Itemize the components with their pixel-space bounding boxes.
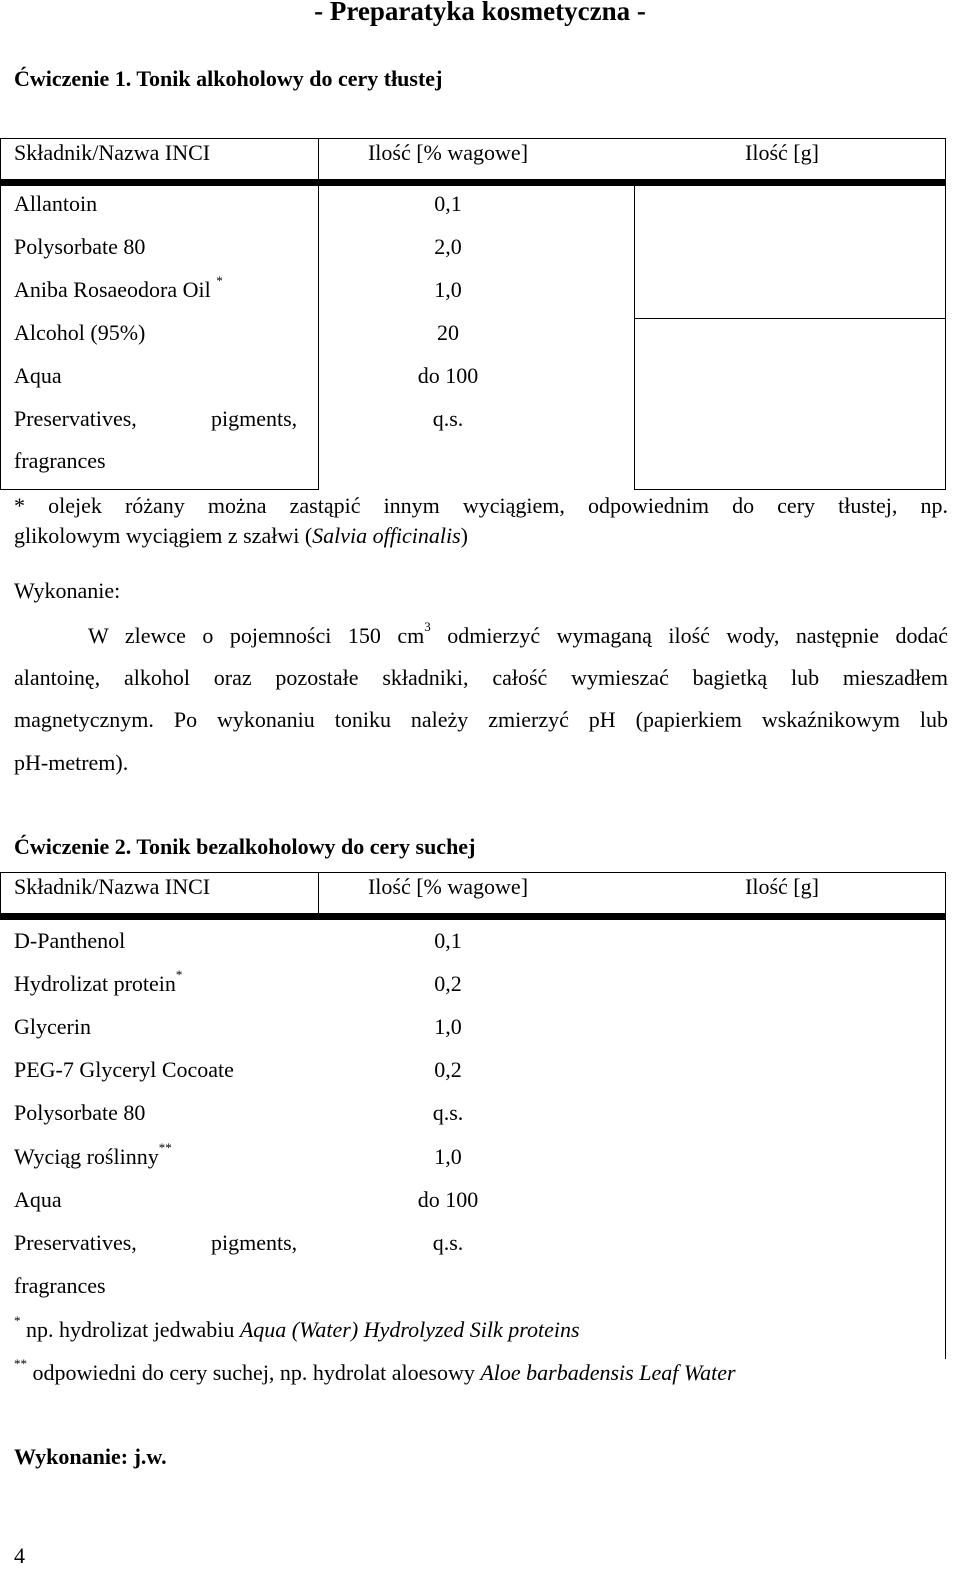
table-row-ingredient-part3: fragrances	[14, 448, 106, 473]
table-row-ingredient-part2: pigments,	[211, 406, 298, 431]
table-row-ingredient: Glycerin	[14, 1014, 91, 1039]
table-row-amount: do 100	[417, 363, 479, 388]
table-row-amount: q.s.	[432, 406, 464, 431]
exercise1-execution-line2: alantoinę, alkohol oraz pozostałe składniki, całość wymieszać bagietką lub mieszadłem	[14, 665, 948, 690]
exercise2-title: Ćwiczenie 2. Tonik bezalkoholowy do cery suchej	[14, 834, 476, 859]
exercise1-title: Ćwiczenie 1. Tonik alkoholowy do cery tłustej	[14, 66, 443, 91]
table-row-amount: do 100	[417, 1187, 479, 1212]
table-row-amount: q.s.	[432, 1230, 464, 1255]
document-title: - Preparatyka kosmetyczna -	[314, 0, 646, 26]
exercise1-table	[0, 138, 960, 490]
table-row-ingredient: Aqua	[14, 1187, 62, 1212]
exercise2-footnote1: * np. hydrolizat jedwabiu Aqua (Water) Hydrolyzed Silk proteins	[14, 1313, 580, 1342]
table-row-ingredient: PEG-7 Glyceryl Cocoate	[14, 1057, 234, 1082]
exercise1-footnote-line2: glikolowym wyciągiem z szałwi (Salvia officinalis)	[14, 523, 468, 548]
table2-header-ingredient: Składnik/Nazwa INCI	[14, 874, 211, 899]
table-row-amount: 0,2	[434, 971, 462, 996]
table-row-amount: q.s.	[432, 1100, 464, 1125]
exercise2-table	[0, 872, 960, 1314]
table-row-ingredient-part3: fragrances	[14, 1273, 106, 1298]
table-row-ingredient: Polysorbate 80	[14, 234, 146, 259]
exercise2-execution: Wykonanie: j.w.	[14, 1444, 167, 1469]
table-row-ingredient: D-Panthenol	[14, 928, 126, 953]
table-row-ingredient: Aqua	[14, 363, 62, 388]
table-row-ingredient: Wyciąg roślinny**	[14, 1140, 172, 1169]
table-row-ingredient: Hydrolizat protein*	[14, 967, 183, 996]
exercise1-footnote-line1: * olejek różany można zastąpić innym wyciągiem, odpowiednim do cery tłustej, np.	[14, 493, 948, 518]
table2-header-grams: Ilość [g]	[745, 874, 819, 899]
exercise1-execution-line3: magnetycznym. Po wykonaniu toniku należy zmierzyć pH (papierkiem wskaźnikowym lub	[14, 707, 948, 732]
table1-header-grams: Ilość [g]	[745, 140, 819, 165]
table-row-ingredient: Aniba Rosaeodora Oil *	[14, 273, 223, 302]
table1-header-percent: Ilość [% wagowe]	[367, 140, 529, 165]
exercise2-footnote2: ** odpowiedni do cery suchej, np. hydrolat aloesowy Aloe barbadensis Leaf Water	[14, 1356, 736, 1385]
table-row-amount: 0,2	[434, 1057, 462, 1082]
exercise1-execution-line1: W zlewce o pojemności 150 $cm^3$ odmierzyć wymaganą ilość wody, następnie dodać	[88, 619, 948, 648]
table-row-ingredient-part2: pigments,	[211, 1230, 298, 1255]
table2-header-percent: Ilość [% wagowe]	[367, 874, 529, 899]
table-row-amount: 2,0	[434, 234, 462, 259]
table-row-ingredient-part1: Preservatives,	[14, 1230, 137, 1255]
table-row-ingredient: Alcohol (95%)	[14, 320, 146, 345]
table-row-amount: 20	[437, 320, 459, 345]
exercise1-execution-line4: pH-metrem).	[14, 750, 129, 775]
table-row-ingredient: Polysorbate 80	[14, 1100, 146, 1125]
page-number: 4	[14, 1543, 25, 1568]
table-row-ingredient: Allantoin	[14, 191, 98, 216]
exercise1-execution-label: Wykonanie:	[14, 578, 121, 603]
table-row-amount: 0,1	[434, 191, 462, 216]
table-row-amount: 1,0	[434, 1014, 462, 1039]
table1-header-ingredient: Składnik/Nazwa INCI	[14, 140, 211, 165]
table-row-amount: 1,0	[434, 277, 462, 302]
table-row-ingredient-part1: Preservatives,	[14, 406, 137, 431]
table-row-amount: 1,0	[434, 1144, 462, 1169]
table-row-amount: 0,1	[434, 928, 462, 953]
